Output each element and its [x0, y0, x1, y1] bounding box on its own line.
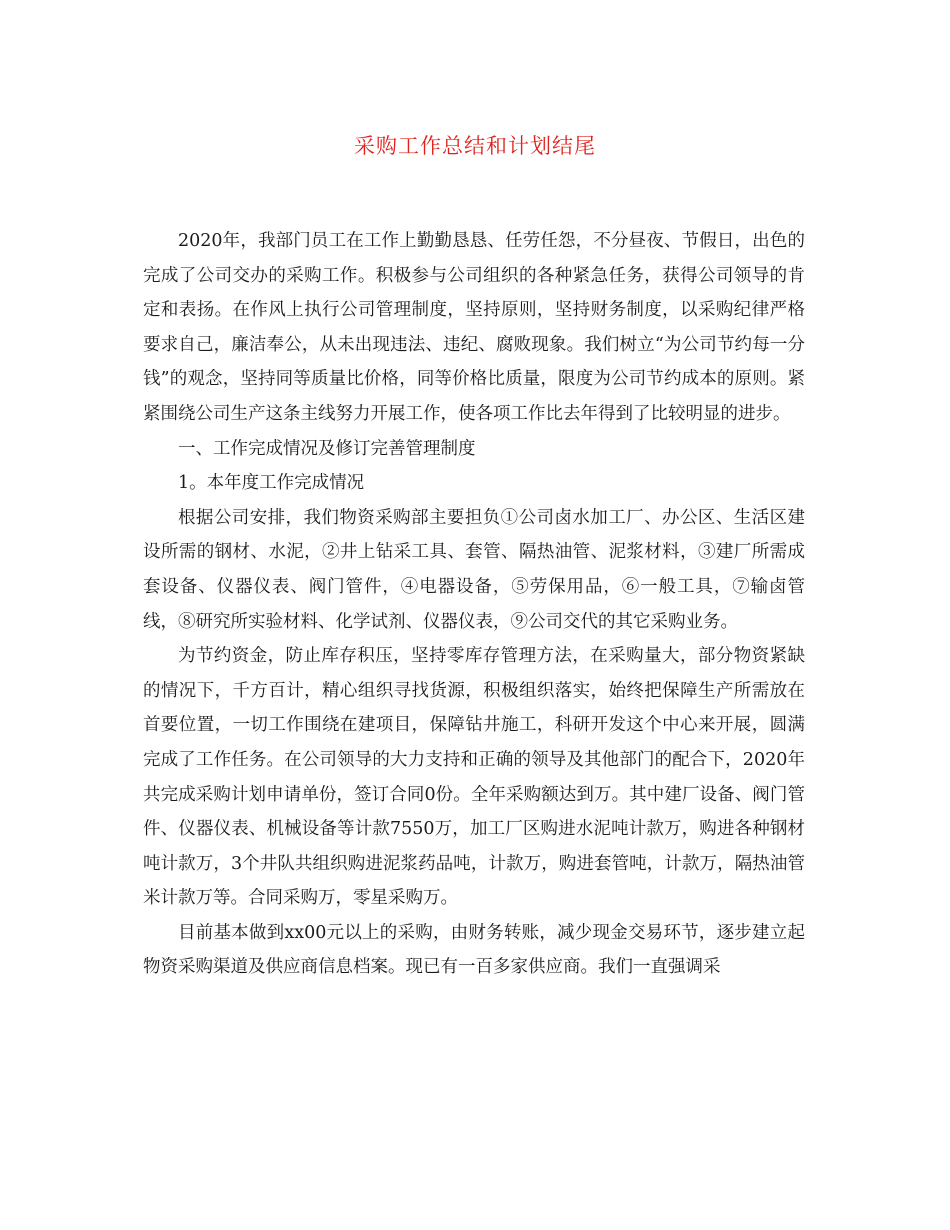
subsection-heading-1-1: 1。本年度工作完成情况 [178, 473, 365, 494]
document-title: 采购工作总结和计划结尾 [354, 134, 596, 158]
section-heading-1: 一、工作完成情况及修订完善管理制度 [178, 438, 476, 459]
paragraph-achievements: 为节约资金，防止库存积压，坚持零库存管理方法，在采购量大，部分物资紧缺的情况下，千方百计，精心组织寻找货源，积极组织落实，始终把保障生产所需放在首要位置，一切工作围绕在建项目，保障钻井施工，科研开发这个中心来开展，圆满完成了工作任务。在公司领导的大力支持和正确的领导及其他部门的配合下，2020年共完成采购计划申请单份，签订合同0份。全年采购额达到万。其中建厂设备、阀门管件、仪器仪表、机械设备等计款7550万，加工厂区购进水泥吨计款万，购进各种钢材吨计款万，3个井队共组织购进泥浆药品吨，计款万，购进套管吨，计款万，隔热油管米计款万等。合同采购万，零星采购万。 [143, 646, 805, 909]
paragraph-responsibilities: 根据公司安排，我们物资采购部主要担负①公司卤水加工厂、办公区、生活区建设所需的钢材、水泥，②井上钻采工具、套管、隔热油管、泥浆材料，③建厂所需成套设备、仪器仪表、阀门管件，④电器设备，⑤劳保用品，⑥一般工具，⑦输卤管线，⑧研究所实验材料、化学试剂、仪器仪表，⑨公司交代的其它采购业务。 [143, 507, 805, 632]
paragraph-procurement-channels: 目前基本做到xx00元以上的采购，由财务转账，减少现金交易环节，逐步建立起物资采购渠道及供应商信息档案。现已有一百多家供应商。我们一直强调采 [143, 922, 805, 978]
paragraph-summary: 2020年，我部门员工在工作上勤勤恳恳、任劳任怨，不分昼夜、节假日，出色的完成了公司交办的采购工作。积极参与公司组织的各种紧急任务，获得公司领导的肯定和表扬。在作风上执行公司管理制度，坚持原则，坚持财务制度，以采购纪律严格要求自己，廉洁奉公，从未出现违法、违纪、腐败现象。我们树立“为公司节约每一分钱”的观念，坚持同等质量比价格，同等价格比质量，限度为公司节约成本的原则。紧紧围绕公司生产这条主线努力开展工作，使各项工作比去年得到了比较明显的进步。 [143, 231, 805, 424]
document-body [143, 224, 805, 985]
